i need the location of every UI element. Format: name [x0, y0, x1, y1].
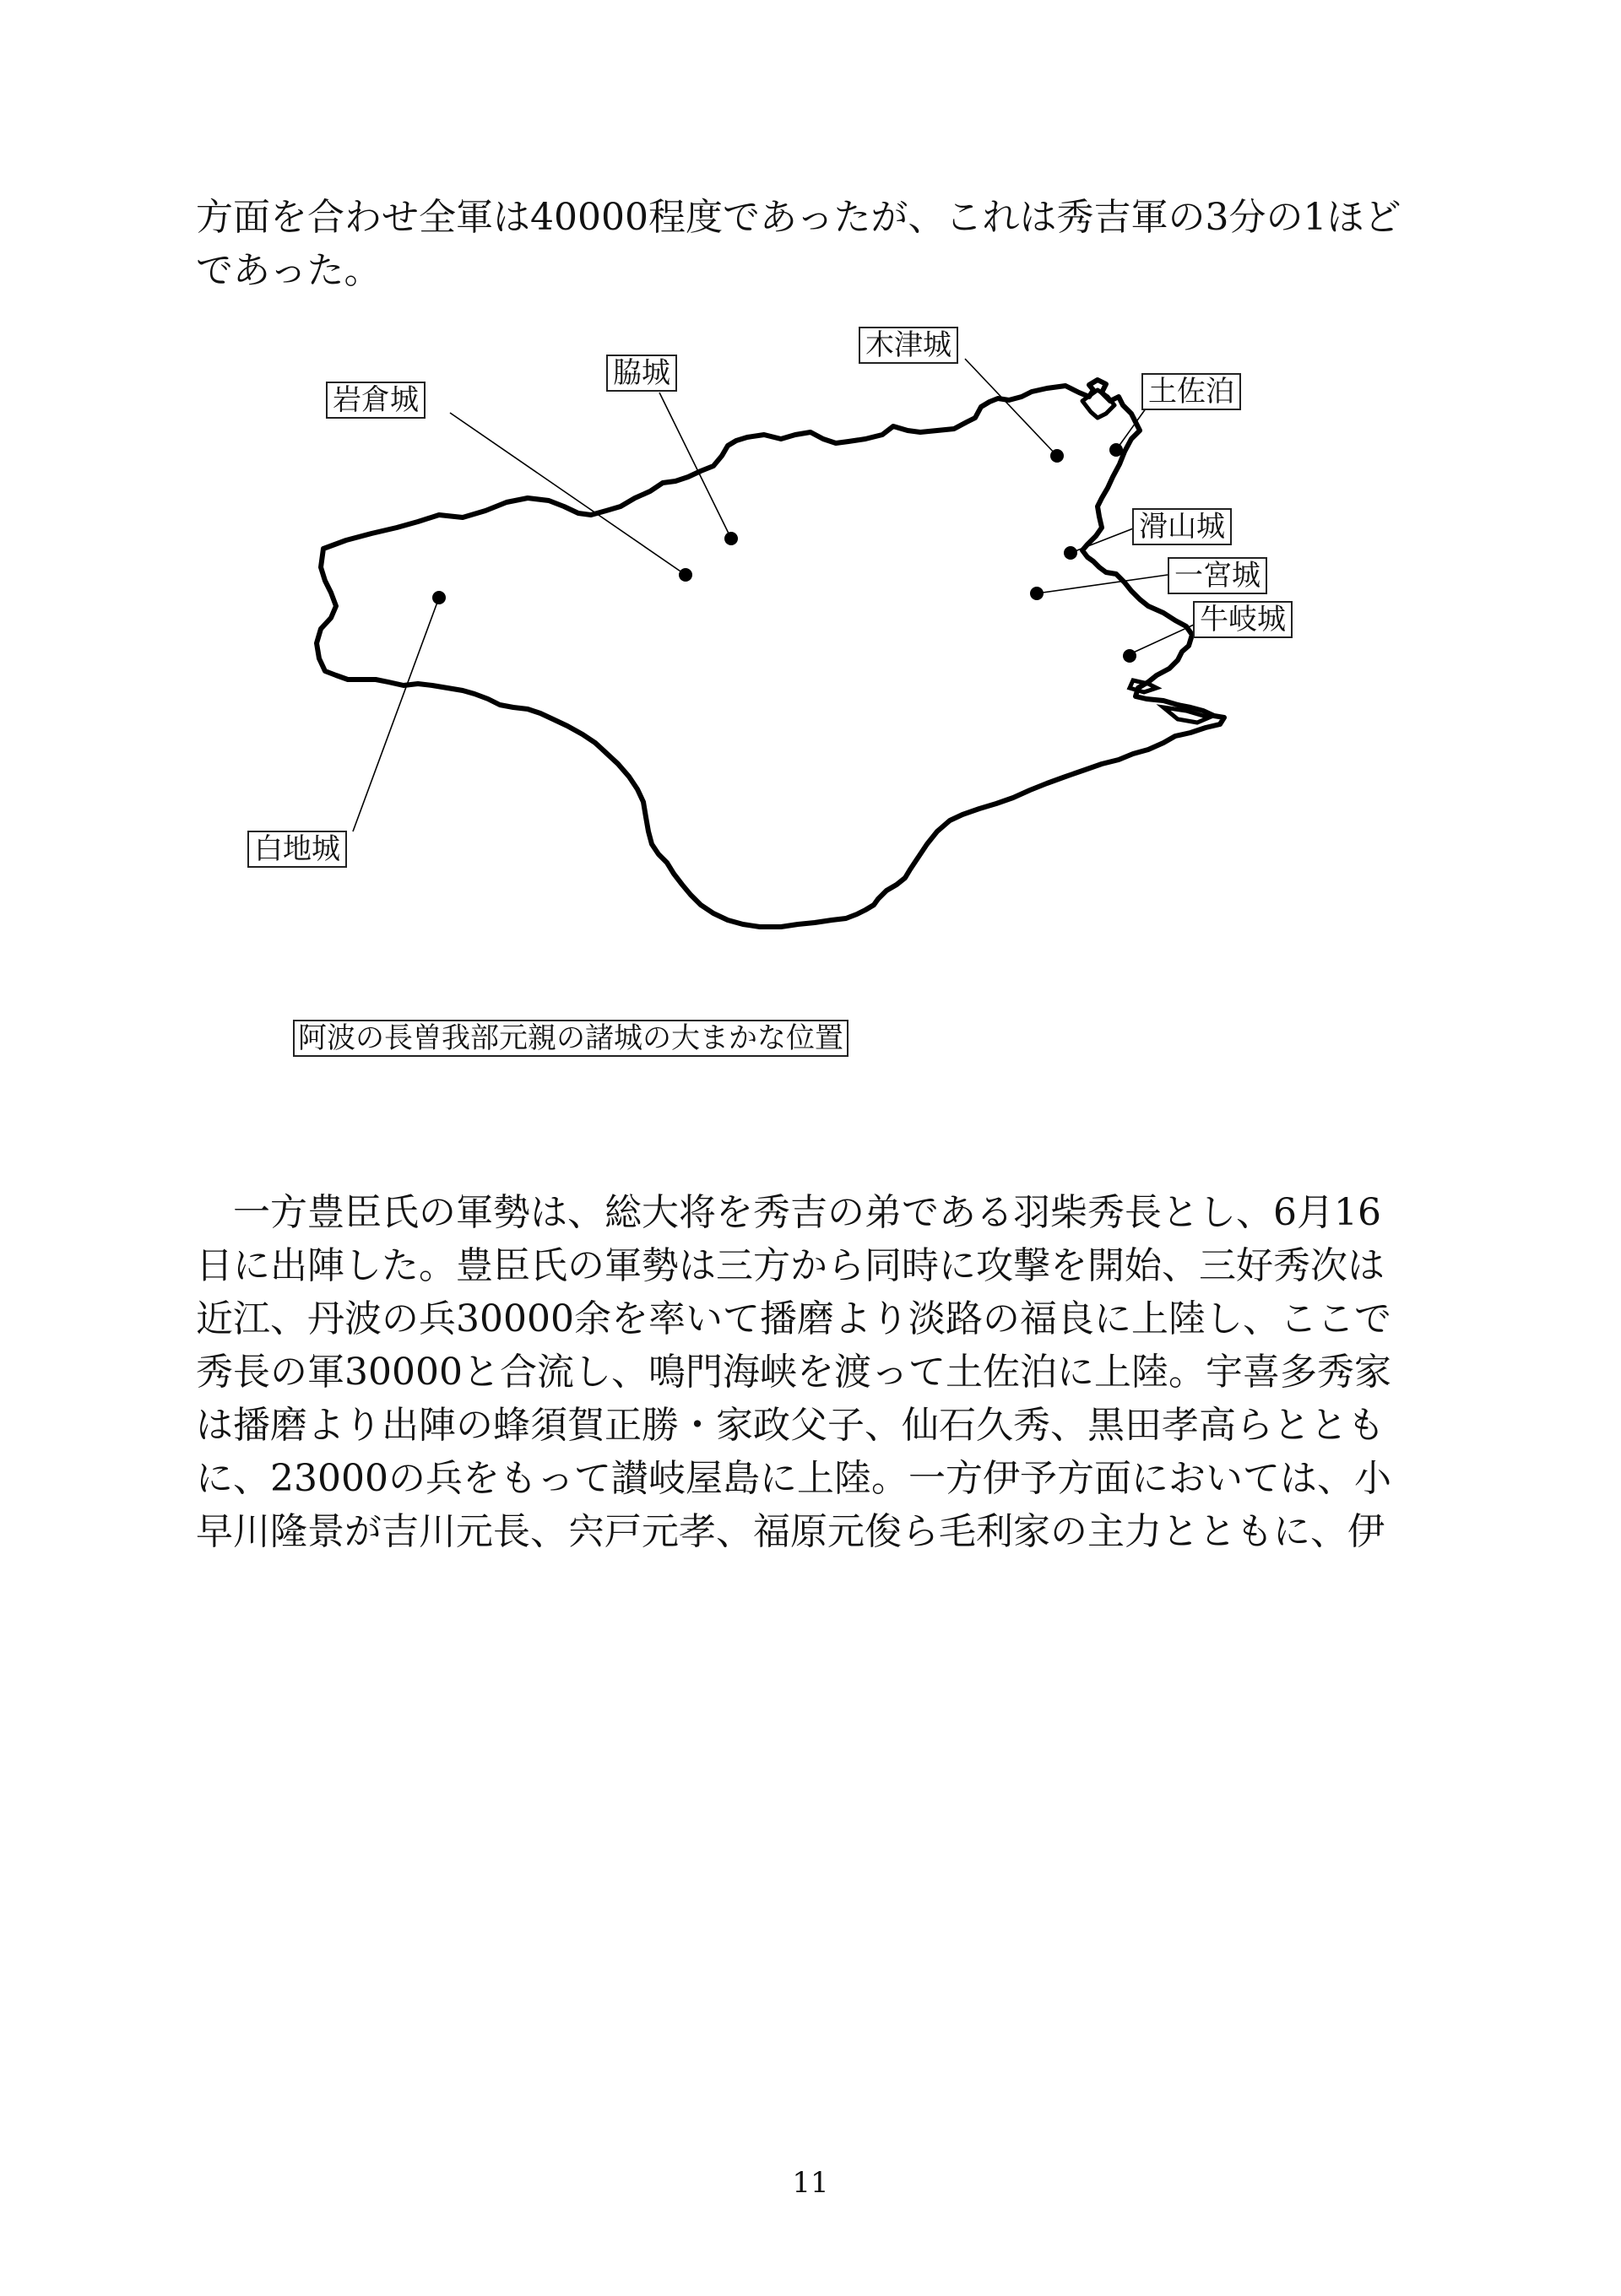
castle-dot-tosadomari [1109, 443, 1123, 457]
castle-label-waki: 脇城 [606, 355, 677, 392]
text-line: 近江、丹波の兵30000余を率いて播磨より淡路の福良に上陸し、ここで [196, 1297, 1391, 1340]
text-line: 秀長の軍30000と合流し、鳴門海峡を渡って土佐泊に上陸。宇喜多秀家 [196, 1351, 1391, 1394]
text-line: 一方豊臣氏の軍勢は、総大将を秀吉の弟である羽柴秀長とし、6月16 [196, 1191, 1381, 1234]
castle-label-iwakura: 岩倉城 [326, 382, 426, 419]
text-line: であった。 [196, 249, 382, 292]
castle-label-nameriyama: 滑山城 [1132, 508, 1232, 545]
text-line: に、23000の兵をもって讃岐屋島に上陸。一方伊予方面においては、小 [196, 1457, 1391, 1500]
text-line: は播磨より出陣の蜂須賀正勝・家政父子、仙石久秀、黒田孝高らととも [196, 1404, 1385, 1447]
castle-dot-iwakura [679, 568, 692, 582]
leader-line-ichinomiya [1037, 574, 1174, 593]
leader-lines [353, 359, 1203, 831]
castle-label-ichinomiya: 一宮城 [1168, 557, 1267, 594]
page-number: 11 [792, 2166, 829, 2200]
leader-line-waki [659, 393, 731, 539]
castle-markers [432, 443, 1136, 663]
castle-label-kizu: 木津城 [859, 327, 958, 364]
text-line: 方面を合わせ全軍は40000程度であったが、これは秀吉軍の3分の1ほど [196, 196, 1401, 239]
paragraph-main [196, 1186, 1429, 1558]
leader-line-hakuchi [353, 598, 439, 831]
castle-label-ushiki: 牛岐城 [1193, 601, 1293, 638]
castle-label-hakuchi: 白地城 [247, 831, 347, 868]
text-line: 日に出陣した。豊臣氏の軍勢は三方から同時に攻撃を開始、三好秀次は [196, 1244, 1385, 1287]
castle-dot-kizu [1050, 449, 1064, 463]
map-caption: 阿波の長曽我部元親の諸城の大まかな位置 [293, 1020, 848, 1057]
leader-line-nameriyama [1071, 528, 1136, 553]
text-line: 早川隆景が吉川元長、宍戸元孝、福原元俊ら毛利家の主力とともに、伊 [196, 1510, 1385, 1553]
castle-dot-hakuchi [432, 591, 446, 604]
awa-province-map [0, 312, 1621, 971]
paragraph-intro [196, 191, 1429, 297]
castle-dot-ushiki [1123, 649, 1136, 663]
castle-dot-nameriyama [1064, 546, 1077, 560]
castle-label-tosadomari: 土佐泊 [1141, 373, 1241, 410]
castle-dot-waki [724, 532, 738, 545]
castle-dot-ichinomiya [1030, 587, 1044, 600]
province-outline [317, 380, 1224, 927]
